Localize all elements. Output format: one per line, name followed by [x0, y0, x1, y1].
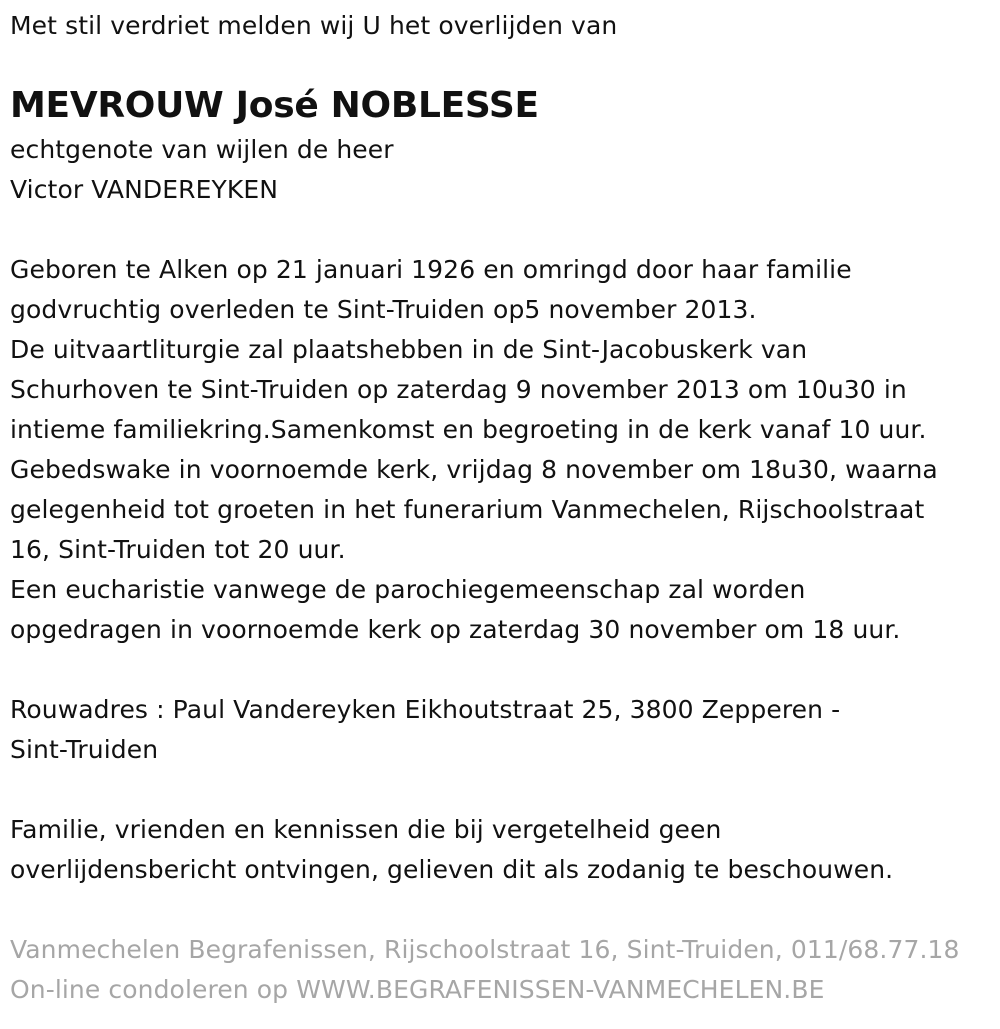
footer-contact: Vanmechelen Begrafenissen, Rijschoolstraat 16, Sint-Truiden, 011/68.77.18 — [10, 935, 960, 964]
footer-block — [10, 930, 995, 1010]
spacer — [10, 890, 995, 930]
notice-line: overlijdensbericht ontvingen, gelieven dit als zodanig te beschouwen. — [10, 855, 894, 884]
details-line: 16, Sint-Truiden tot 20 uur. — [10, 535, 346, 564]
spouse-line-1: echtgenote van wijlen de heer — [10, 135, 394, 164]
deceased-name: MEVROUW José NOBLESSE — [10, 85, 539, 126]
details-line: godvruchtig overleden te Sint-Truiden op5 november 2013. — [10, 295, 757, 324]
obituary-notice — [10, 0, 995, 1010]
address-line: Rouwadres : Paul Vandereyken Eikhoutstraat 25, 3800 Zepperen - — [10, 695, 841, 724]
footer-condolence-link[interactable]: On-line condoleren op WWW.BEGRAFENISSEN-VANMECHELEN.BE — [10, 975, 825, 1004]
details-line: Geboren te Alken op 21 januari 1926 en omringd door haar familie — [10, 255, 852, 284]
details-line: Een eucharistie vanwege de parochiegemeenschap zal worden — [10, 575, 806, 604]
notice-block — [10, 810, 995, 890]
details-line: Schurhoven te Sint-Truiden op zaterdag 9 november 2013 om 10u30 in — [10, 375, 907, 404]
details-block — [10, 250, 995, 650]
spacer — [10, 770, 995, 810]
details-line: Gebedswake in voornoemde kerk, vrijdag 8 november om 18u30, waarna — [10, 455, 938, 484]
spouse-line-2: Victor VANDEREYKEN — [10, 175, 279, 204]
details-line: opgedragen in voornoemde kerk op zaterdag 30 november om 18 uur. — [10, 615, 901, 644]
spacer — [10, 650, 995, 690]
address-block — [10, 690, 995, 770]
intro-text: Met stil verdriet melden wij U het overlijden van — [10, 11, 618, 40]
details-line: gelegenheid tot groeten in het funerarium Vanmechelen, Rijschoolstraat — [10, 495, 925, 524]
details-line: intieme familiekring.Samenkomst en begroeting in de kerk vanaf 10 uur. — [10, 415, 927, 444]
notice-line: Familie, vrienden en kennissen die bij vergetelheid geen — [10, 815, 722, 844]
spacer — [10, 210, 995, 250]
address-line: Sint-Truiden — [10, 735, 159, 764]
details-line: De uitvaartliturgie zal plaatshebben in de Sint-Jacobuskerk van — [10, 335, 808, 364]
